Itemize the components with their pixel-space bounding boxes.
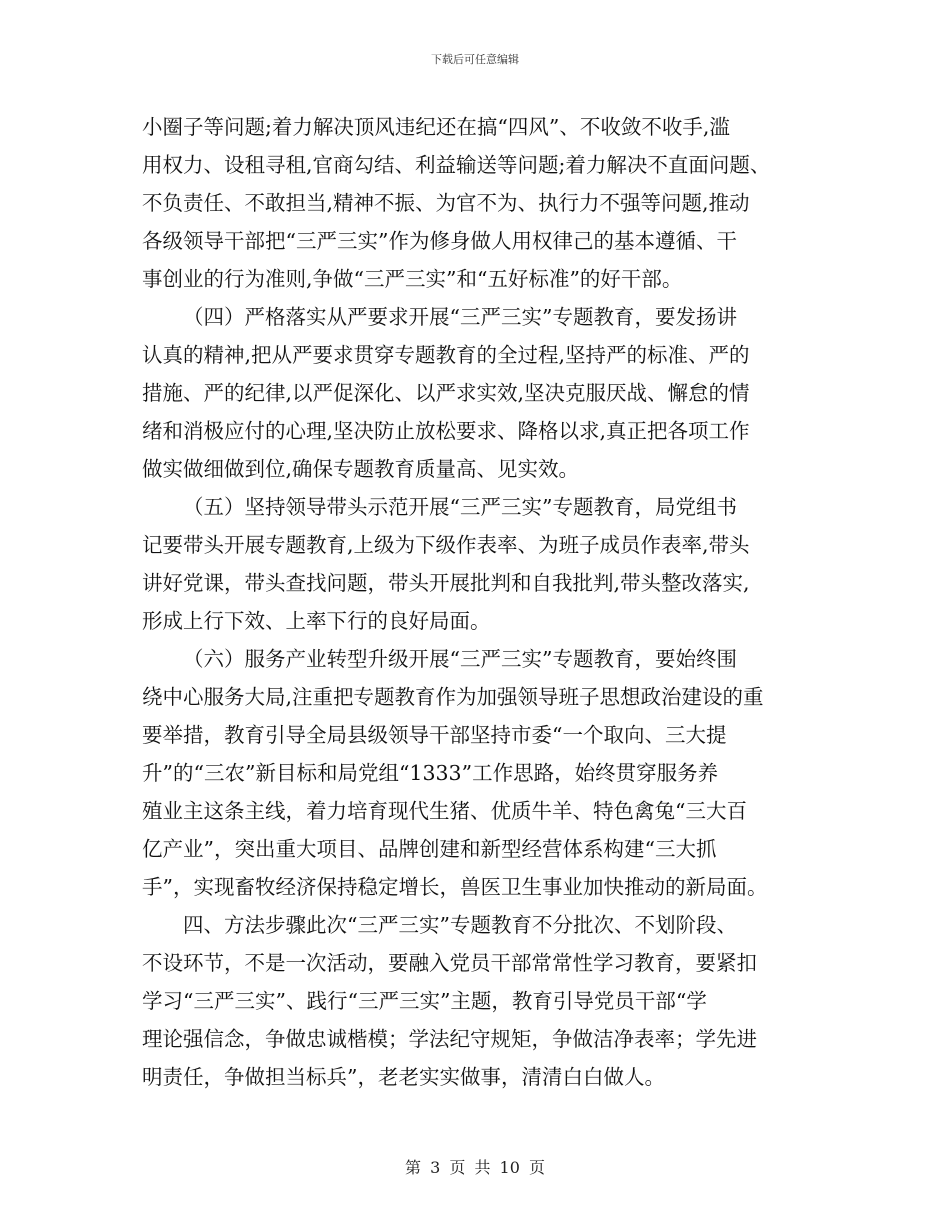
text-line: 升”的“三农”新目标和局党组“1333”工作思路，始终贯穿服务养 [142,761,719,785]
text-line: 形成上行下效、上率下行的良好局面。 [142,609,491,633]
text-line: 亿产业”，突出重大项目、品牌创建和新型经营体系构建“三大抓 [142,837,717,861]
text-line: 不负责任、不敢担当,精神不振、为官不为、执行力不强等问题,推动 [142,191,750,215]
page-number-footer: 第 3 页 共 10 页 [405,1158,545,1177]
text-line: 绕中心服务大局,注重把专题教育作为加强领导班子思想政治建设的重 [142,685,764,709]
text-line: 殖业主这条主线，着力培育现代生猪、优质牛羊、特色禽兔“三大百 [142,799,747,823]
text-line: 学习“三严三实”、践行“三严三实”主题，教育引导党员干部“学 [142,989,707,1013]
text-line: 绪和消极应付的心理,坚决防止放松要求、降格以求,真正把各项工作 [142,419,750,443]
text-line: 各级领导干部把“三严三实”作为修身做人用权律己的基本遵循、干 [142,229,737,253]
text-line: 用权力、设租寻租,官商勾结、利益输送等问题;着力解决不直面问题、 [142,153,771,177]
text-line: 讲好党课，带头查找问题，带头开展批判和自我批判,带头整改落实, [142,571,750,595]
text-line: 记要带头开展专题教育,上级为下级作表率、为班子成员作表率,带头 [142,533,750,557]
text-line: 做实做细做到位,确保专题教育质量高、见实效。 [142,457,580,481]
page-header-note: 下载后可任意编辑 [431,53,519,66]
text-line: 事创业的行为准则,争做“三严三实”和“五好标准”的好干部。 [142,267,683,291]
document-body [142,108,810,1096]
paragraph-start-line: （六）服务产业转型升级开展“三严三实”专题教育，要始终围 [183,647,737,671]
paragraph-start-line: 四、方法步骤此次“三严三实”专题教育不分批次、不划阶段、 [183,913,737,937]
paragraph-start-line: （四）严格落实从严要求开展“三严三实”专题教育，要发扬讲 [183,305,737,329]
text-line: 手”，实现畜牧经济保持稳定增长，兽医卫生事业加快推动的新局面。 [142,875,768,899]
text-line: 不设环节，不是一次活动，要融入党员干部常常性学习教育，要紧扣 [142,951,757,975]
text-line: 措施、严的纪律,以严促深化、以严求实效,坚决克服厌战、懈怠的情 [142,381,750,405]
text-line: 理论强信念，争做忠诚楷模；学法纪守规矩，争做洁净表率；学先进 [142,1027,757,1051]
text-line: 认真的精神,把从严要求贯穿专题教育的全过程,坚持严的标准、严的 [142,343,750,367]
text-line: 明责任，争做担当标兵”，老老实实做事，清清白白做人。 [142,1065,665,1089]
text-line: 小圈子等问题;着力解决顶风违纪还在搞“四风”、不收敛不收手,滥 [142,115,730,139]
text-line: 要举措，教育引导全局县级领导干部坚持市委“一个取向、三大提 [142,723,727,747]
paragraph-start-line: （五）坚持领导带头示范开展“三严三实”专题教育，局党组书 [183,495,737,519]
